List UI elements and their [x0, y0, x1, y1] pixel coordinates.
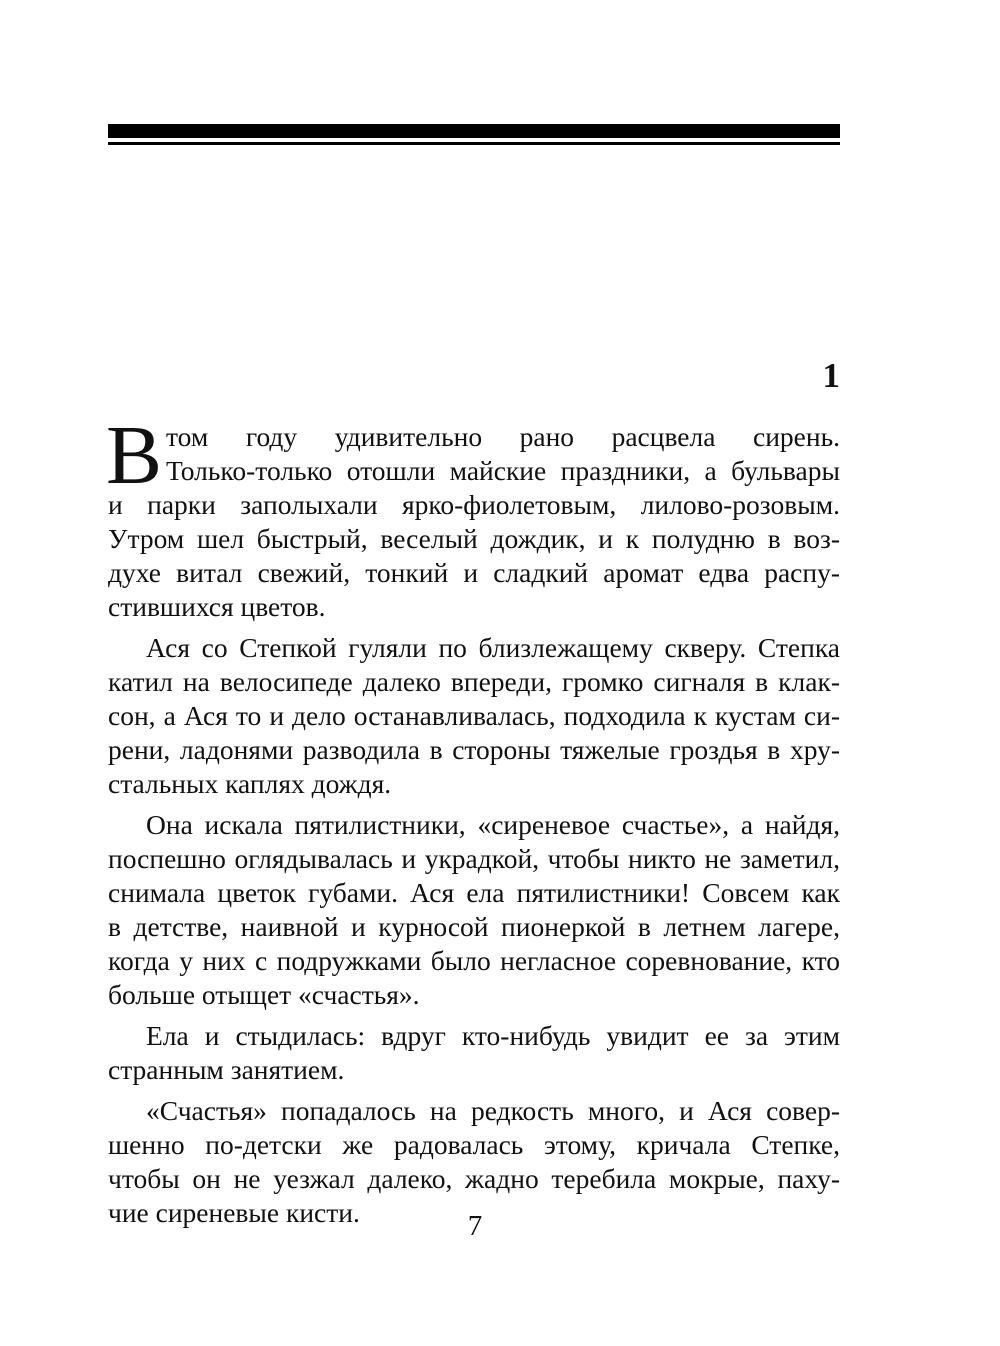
paragraph-line: стившихся цветов. [108, 591, 326, 622]
paragraph-line: поспешно оглядывалась и украдкой, чтобы никто не заметил, [108, 843, 840, 874]
paragraph-line: духе витал свежий, тонкий и сладкий аромат едва распу- [108, 557, 840, 588]
chapter-number: 1 [822, 356, 840, 395]
paragraph-line: сон, а Ася то и дело останавливалась, подходила к кустам си- [108, 700, 840, 731]
paragraph-line: том году удивительно рано расцвела сирень. [166, 421, 840, 452]
paragraph-line: в детстве, наивной и курносой пионеркой в летнем лагере, [108, 911, 840, 942]
paragraph-3 [108, 808, 840, 1012]
paragraph-line: больше отыщет «счастья». [108, 979, 420, 1010]
chapter-header-rules [108, 124, 840, 145]
paragraph-line: Она искала пятилистники, «сиреневое счастье», а найдя, [146, 809, 840, 840]
paragraph-line: Ася со Степкой гуляли по близлежащему скверу. Степка [146, 632, 840, 663]
drop-cap: В [106, 409, 163, 502]
paragraph-line: рени, ладонями разводила в стороны тяжелые гроздья в хру- [108, 734, 840, 765]
paragraph-line: Только-только отошли майские праздники, а бульвары [166, 455, 840, 486]
thick-rule [108, 124, 840, 138]
paragraph-2 [108, 631, 840, 801]
paragraph-4 [108, 1019, 840, 1087]
paragraph-line: шенно по-детски же радовалась этому, кричала Степке, [108, 1129, 840, 1160]
paragraph-line: Утром шел быстрый, веселый дождик, и к полудню в воз- [108, 523, 840, 554]
paragraph-line: и парки заполыхали ярко-фиолетовым, лилово-розовым. [108, 489, 840, 520]
page-number: 7 [467, 1210, 483, 1242]
paragraph-line: катил на велосипеде далеко впереди, громко сигналя в клак- [108, 666, 840, 697]
paragraph-line: снимала цветок губами. Ася ела пятилистники! Совсем как [108, 877, 840, 908]
paragraph-line: Ела и стыдилась: вдруг кто-нибудь увидит ее за этим [146, 1020, 840, 1051]
paragraph-line: чие сиреневые кисти. [108, 1197, 360, 1228]
paragraph-line: чтобы он не уезжал далеко, жадно теребила мокрые, паху- [108, 1163, 840, 1194]
paragraph-line: когда у них с подружками было негласное соревнование, кто [108, 945, 840, 976]
paragraph-line: странным занятием. [108, 1054, 345, 1085]
thin-rule [108, 142, 840, 145]
paragraph-1 [106, 409, 840, 624]
paragraph-line: «Счастья» попадалось на редкость много, и Ася совер- [146, 1095, 840, 1126]
body-text [106, 409, 840, 1230]
paragraph-line: стальных каплях дождя. [108, 768, 392, 799]
